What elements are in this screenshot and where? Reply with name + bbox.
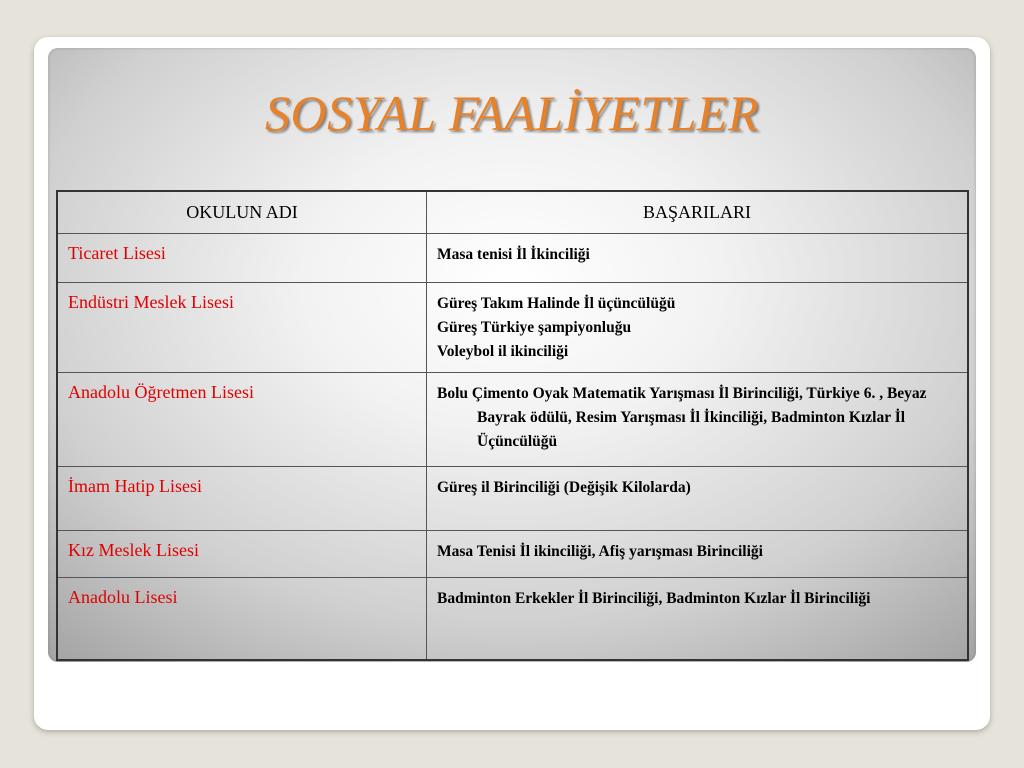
table-row <box>57 578 968 660</box>
header-school-name: OKULUN ADI <box>57 191 427 234</box>
slide-content <box>48 48 976 662</box>
school-name-cell: Kız Meslek Lisesi <box>57 531 427 578</box>
achievements-cell <box>427 531 969 578</box>
achievement-line: Masa Tenisi İl ikinciliği, Afiş yarışması Birinciliği <box>437 543 763 560</box>
achievement-line: Bolu Çimento Oyak Matematik Yarışması İl Birinciliği, Türkiye 6. , Beyaz Bayrak ödülü, Resim Yarışması İl İkinciliği, Badminton Kızlar İl Üçüncülüğü <box>437 385 927 450</box>
achievements-cell <box>427 578 969 660</box>
achievement-line: Voleybol il ikinciliği <box>437 343 569 360</box>
achievement-line: Güreş Türkiye şampiyonluğu <box>437 319 632 336</box>
school-name-cell: Endüstri Meslek Lisesi <box>57 283 427 373</box>
school-name-cell: Anadolu Öğretmen Lisesi <box>57 373 427 467</box>
achievements-cell <box>427 467 969 531</box>
school-name-cell: Ticaret Lisesi <box>57 234 427 283</box>
table-header-row <box>57 191 968 234</box>
achievements-cell <box>427 283 969 373</box>
achievement-line: Badminton Erkekler İl Birinciliği, Badminton Kızlar İl Birinciliği <box>437 590 871 607</box>
achievements-table <box>56 190 969 661</box>
table-row <box>57 234 968 283</box>
achievements-cell <box>427 373 969 467</box>
table-row <box>57 283 968 373</box>
achievement-line: Masa tenisi İl İkinciliği <box>437 246 590 263</box>
school-name-cell: İmam Hatip Lisesi <box>57 467 427 531</box>
table-row <box>57 531 968 578</box>
header-achievements: BAŞARILARI <box>427 191 969 234</box>
table-row <box>57 467 968 531</box>
table-row <box>57 373 968 467</box>
school-name-cell: Anadolu Lisesi <box>57 578 427 660</box>
achievement-line: Güreş il Birinciliği (Değişik Kilolarda) <box>437 479 691 496</box>
achievement-line: Güreş Takım Halinde İl üçüncülüğü <box>437 295 676 312</box>
achievements-cell <box>427 234 969 283</box>
slide-title: SOSYAL FAALİYETLER <box>264 85 760 141</box>
